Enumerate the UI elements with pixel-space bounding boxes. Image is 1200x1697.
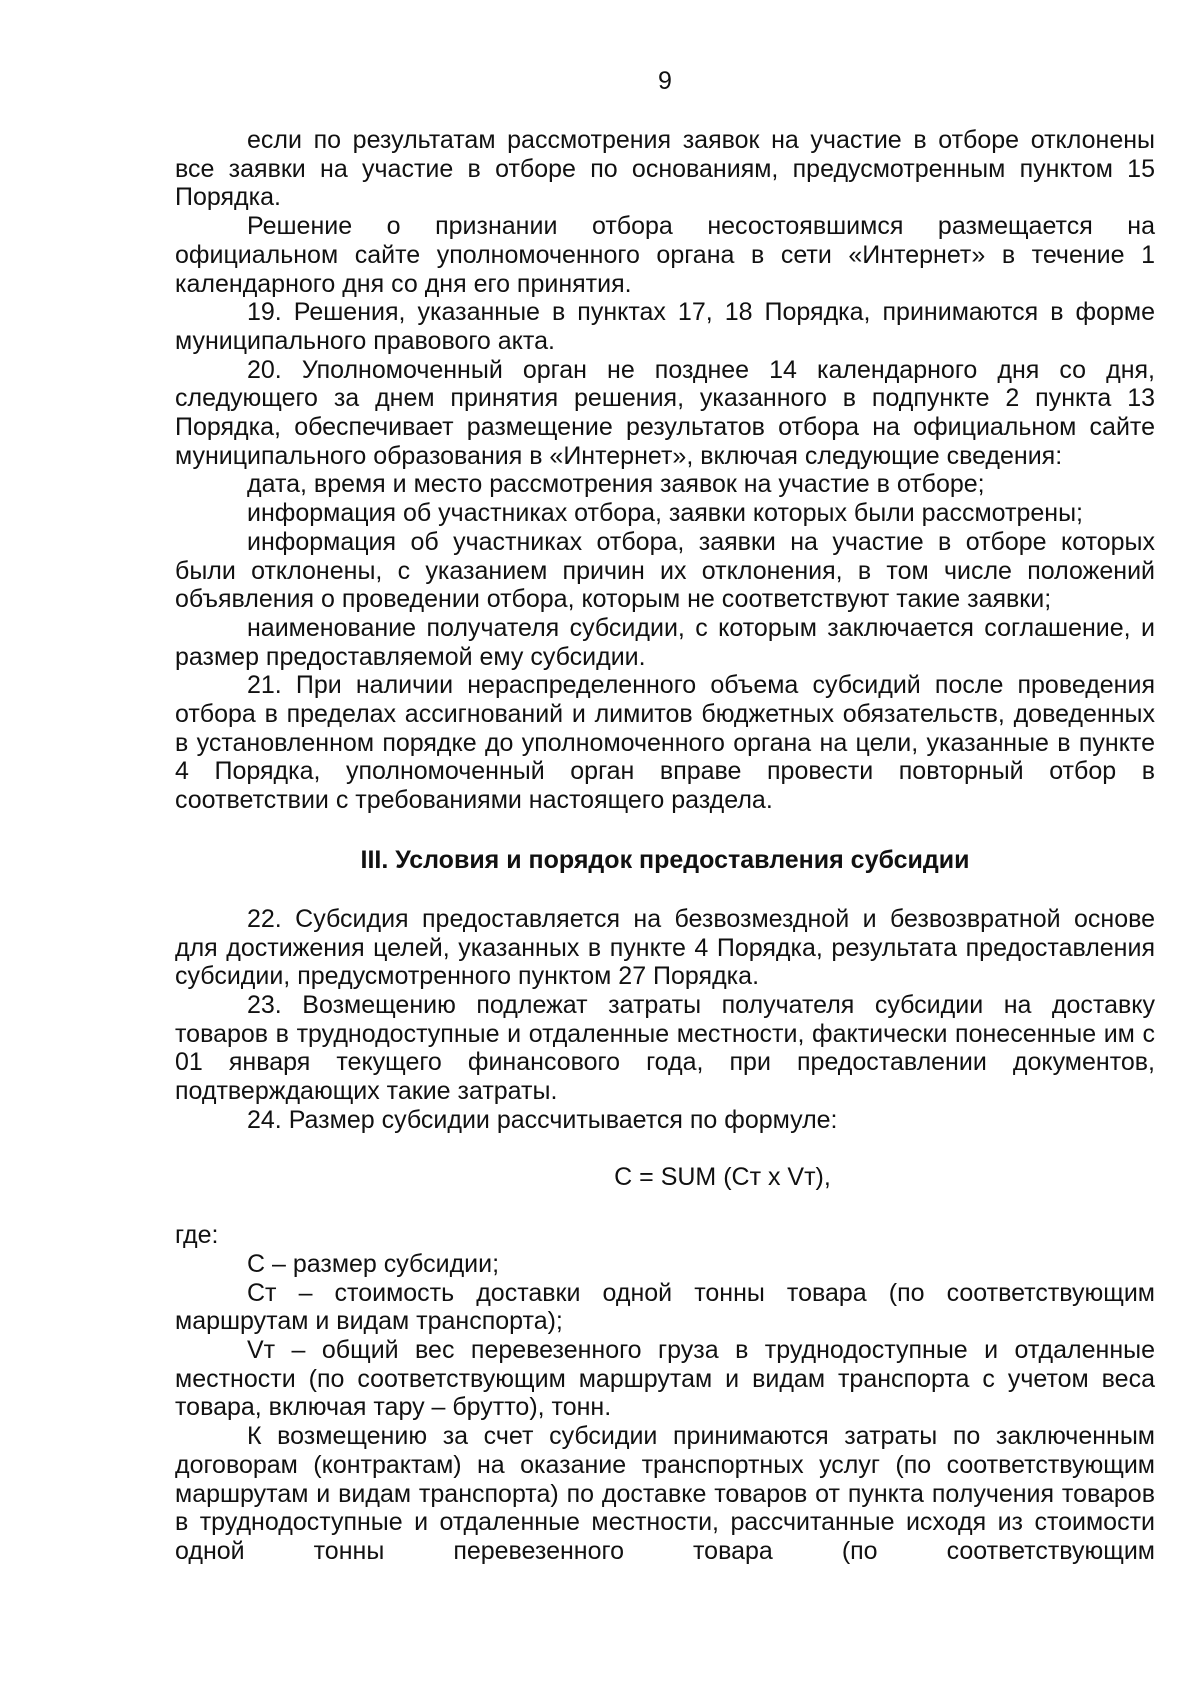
paragraph-item-23: 23. Возмещению подлежат затраты получателя субсидии на доставку товаров в труднодоступные и отдаленные местности, фактически понесенные им с 01 января текущего финансового года, при предоставлении документов, подтверждающих такие затраты. (175, 990, 1155, 1106)
paragraph-info-participants-reviewed: информация об участниках отбора, заявки которых были рассмотрены; (247, 499, 1083, 528)
definition-ct: Ст – стоимость доставки одной тонны товара (по соответствующим маршрутам и видам транспорта); (175, 1278, 1155, 1336)
paragraph-selection-failed-decision: Решение о признании отбора несостоявшимся размещается на официальном сайте уполномоченного органа в сети «Интернет» в течение 1 календарного дня со дня его принятия. (175, 212, 1155, 298)
paragraph-info-participants-rejected: информация об участниках отбора, заявки на участие в отборе которых были отклонены, с указанием причин их отклонения, в том числе положений объявления о проведении отбора, которым не соответствуют такие заявки; (175, 527, 1155, 614)
paragraph-item-20: 20. Уполномоченный орган не позднее 14 календарного дня со дня, следующего за днем принятия решения, указанного в подпункте 2 пункта 13 Порядка, обеспечивает размещение результатов отбора на официальном сайте муниципального образования в «Интернет», включая следующие сведения: (175, 355, 1155, 470)
paragraph-item-24: 24. Размер субсидии рассчитывается по формуле: (247, 1105, 838, 1134)
paragraph-info-recipient: наименование получателя субсидии, с которым заключается соглашение, и размер предоставляемой ему субсидии. (175, 613, 1155, 671)
section-heading: III. Условия и порядок предоставления субсидии (360, 845, 970, 874)
paragraph-item-22: 22. Субсидия предоставляется на безвозмездной и безвозвратной основе для достижения целей, указанных в пункте 4 Порядка, результата предоставления субсидии, предусмотренного пунктом 27 Порядка. (175, 904, 1155, 991)
paragraph-closing: К возмещению за счет субсидии принимаются затраты по заключенным договорам (контрактам) на оказание транспортных услуг (по соответствующим маршрутам и видам транспорта) по доставке товаров от пункта получения товаров в труднодоступные и отдаленные местности, рассчитанные исходя из стоимости одной тонны перевезенного товара (по соответствующим (175, 1422, 1155, 1565)
paragraph-rejected-applications: если по результатам рассмотрения заявок на участие в отборе отклонены все заявки на участие в отборе по основаниям, предусмотренным пунктом 15 Порядка. (175, 126, 1155, 212)
paragraph-item-21: 21. При наличии нераспределенного объема субсидий после проведения отбора в пределах ассигнований и лимитов бюджетных обязательств, доведенных в установленном порядке до уполномоченного органа на цели, указанные в пункте 4 Порядка, уполномоченный орган вправе провести повторный отбор в соответствии с требованиями настоящего раздела. (175, 671, 1155, 815)
paragraph-info-date-place: дата, время и место рассмотрения заявок на участие в отборе; (247, 470, 985, 499)
definition-vt: Vт – общий вес перевезенного груза в труднодоступные и отдаленные местности (по соответствующим маршрутам и видам транспорта с учетом веса товара, включая тару – брутто), тонн. (175, 1336, 1155, 1422)
definition-c: С – размер субсидии; (247, 1249, 500, 1278)
where-label: где: (175, 1221, 219, 1250)
document-body (175, 126, 1155, 1566)
page-number: 9 (658, 67, 672, 95)
subsidy-formula: С = SUM (Ст х Vт), (614, 1162, 831, 1191)
paragraph-item-19: 19. Решения, указанные в пунктах 17, 18 Порядка, принимаются в форме муниципального правового акта. (175, 298, 1155, 355)
